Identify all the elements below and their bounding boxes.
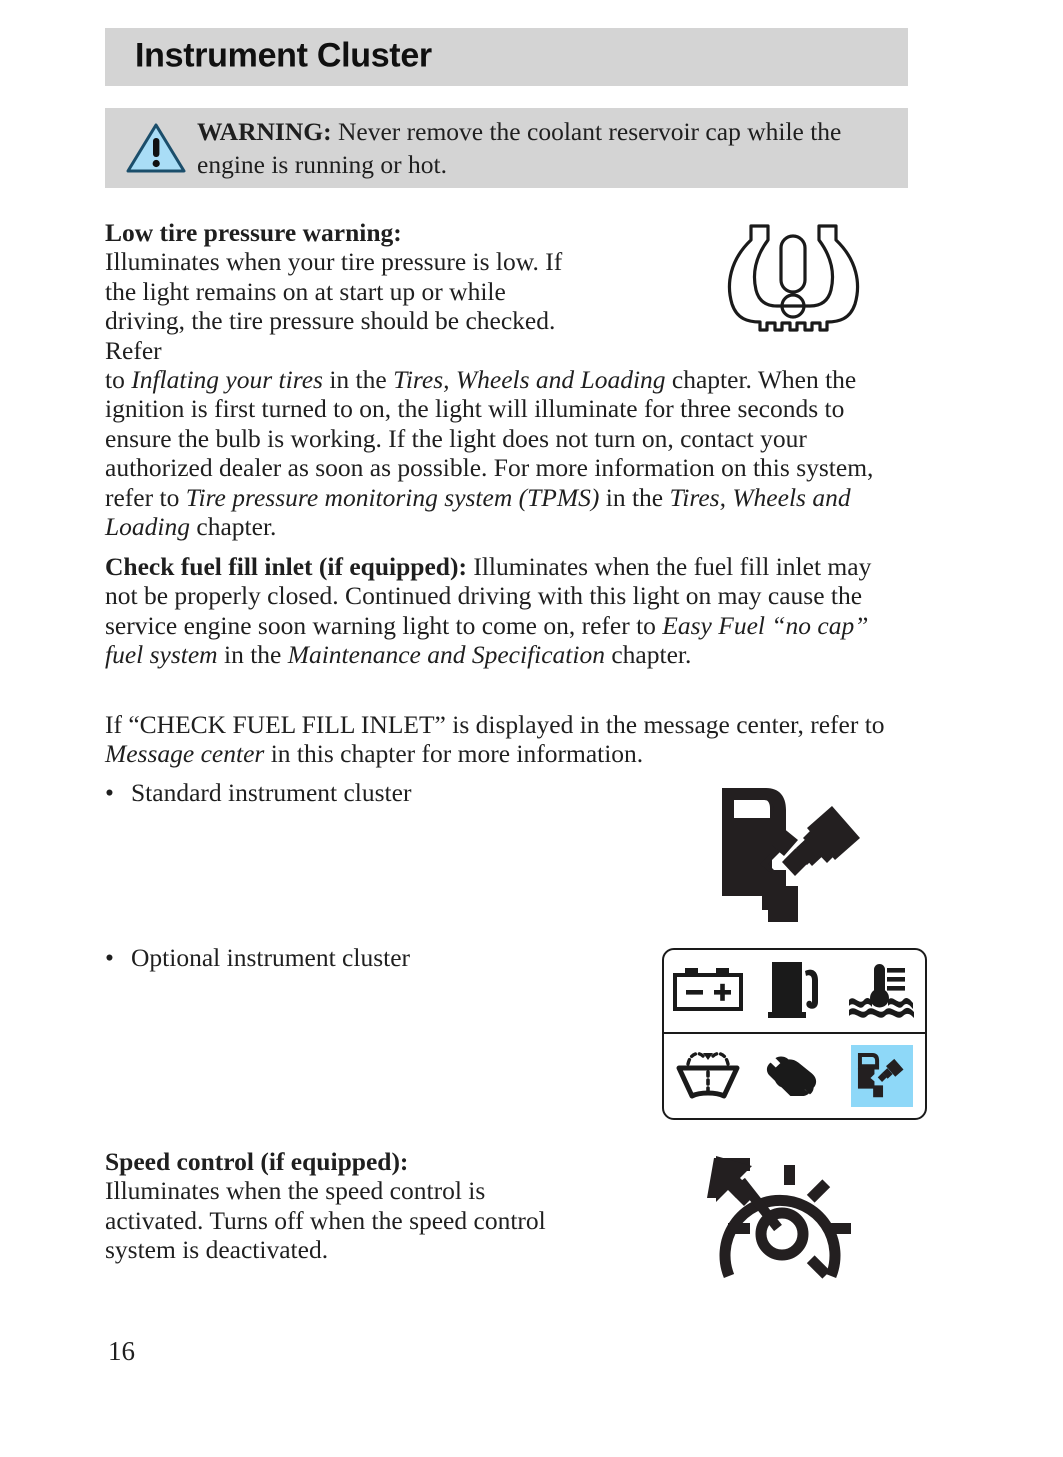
low-tire-pressure-heading: Low tire pressure warning: [105,218,402,247]
speed-control-icon [700,1148,860,1288]
page-header-band [105,28,908,86]
bullet-marker: • [105,943,114,972]
message-center-paragraph [105,710,910,769]
low-tire-pressure-body [105,365,910,542]
page-title: Instrument Cluster [135,36,432,75]
check-fuel-fill-inlet-paragraph [105,552,910,670]
tpms-rest-text: to Inflating your tires in the Tires, Wheels and Loading chapter. When the ignition is first turned to on, the light will illuminate for three seconds to ensure the bulb is working. If the light does not turn on, contact your authorized dealer as soon as possible. For more information on this system, refer to Tire pressure monitoring system (TPMS) in the Tires, Wheels and Loading chapter. [105,365,874,542]
warning-text [197,116,892,181]
warning-body: Never remove the coolant reservoir cap while the engine is running or hot. [197,117,842,179]
cluster-panel-row-top [664,950,925,1034]
windshield-washer-fluid-icon [672,1046,744,1107]
list-item-label: Standard instrument cluster [131,778,412,807]
battery-icon [672,966,744,1017]
wrench-service-icon [764,1052,826,1101]
check-fuel-fill-inlet-heading: Check fuel fill inlet (if equipped): [105,552,467,581]
speed-control-text: Illuminates when the speed control is activated. Turns off when the speed control system is deactivated. [105,1176,546,1265]
speed-control-paragraph [105,1147,575,1265]
warning-triangle-icon [125,122,187,174]
battery-icon-cell [664,950,751,1032]
fuel-pump-icon-cell [751,950,838,1032]
warning-callout [105,108,908,188]
coolant-temperature-icon-cell [838,950,925,1032]
washer-fluid-icon-cell [664,1034,751,1118]
message-center-text: If “CHECK FUEL FILL INLET” is displayed in the message center, refer to Message center in this chapter for more information. [105,710,885,769]
tire-pressure-warning-icon [718,218,868,343]
instrument-cluster-panel [662,948,927,1120]
engine-coolant-temperature-icon [847,960,917,1023]
speed-control-heading: Speed control (if equipped): [105,1147,409,1176]
fuel-fill-inlet-highlight [851,1045,913,1107]
check-fuel-fill-inlet-text: Illuminates when the fuel fill inlet may not be properly closed. Continued driving with this light on may cause the service engine soon warning light to come on, refer to Easy Fuel “no cap” fuel system in the Maintenance and Specification chapter. [105,552,872,670]
fuel-fill-inlet-icon-cell [838,1034,925,1118]
fuel-fill-inlet-icon [710,782,875,930]
cluster-panel-row-bottom [664,1034,925,1118]
list-item [105,778,411,808]
fuel-pump-icon [766,958,824,1025]
bullet-marker: • [105,778,114,807]
list-item [105,943,410,973]
list-item-label: Optional instrument cluster [131,943,411,972]
page-number: 16 [108,1336,135,1366]
warning-label: WARNING: [197,117,332,146]
wrench-icon-cell [751,1034,838,1118]
low-tire-pressure-lead-text: Illuminates when your tire pressure is low. If the light remains on at start up or while driving, the tire pressure should be checked. Refer [105,247,563,365]
low-tire-pressure-lead [105,218,575,365]
